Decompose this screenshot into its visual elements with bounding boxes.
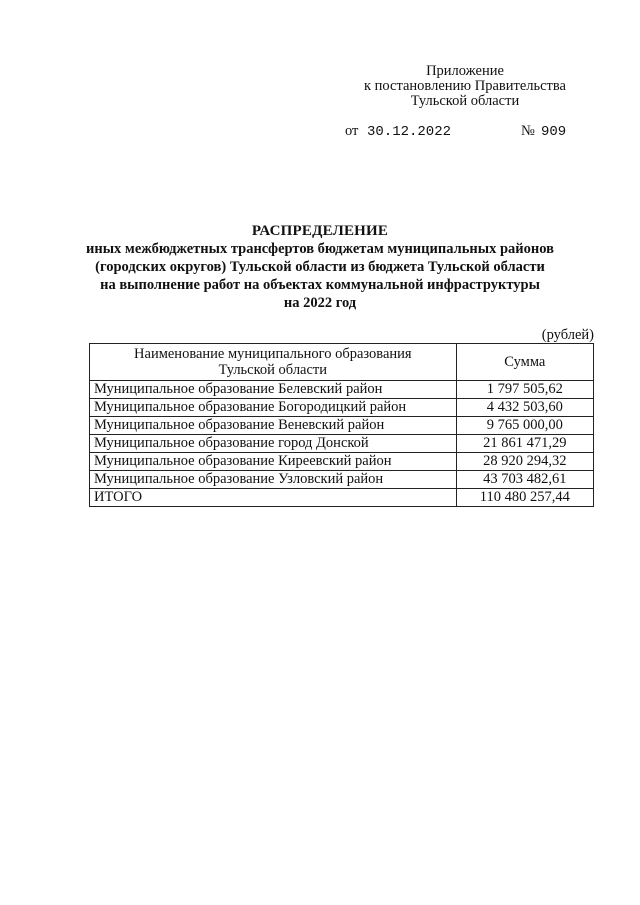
title-main: РАСПРЕДЕЛЕНИЕ — [251, 223, 389, 239]
title-line-3: на выполнение работ на объектах коммунальной инфраструктуры — [100, 277, 540, 293]
units-label: (рублей) — [541, 327, 594, 343]
table-row — [90, 417, 594, 435]
title-line-4: на 2022 год — [283, 295, 357, 311]
decree-number-label: № — [521, 123, 535, 139]
header-name-line-1: Наименование муниципального образования — [134, 346, 412, 362]
row-name: Муниципальное образование Веневский район — [90, 417, 457, 435]
row-name: Муниципальное образование Узловский район — [90, 471, 457, 489]
appendix-header — [340, 64, 590, 109]
decree-date-label: от — [345, 123, 359, 139]
table-row — [90, 399, 594, 417]
distribution-table — [89, 343, 594, 507]
row-name: Муниципальное образование город Донской — [90, 435, 457, 453]
header-name-line-2: Тульской области — [218, 362, 328, 378]
total-sum: 110 480 257,44 — [456, 489, 593, 507]
header-name — [90, 344, 457, 381]
row-name: Муниципальное образование Богородицкий район — [90, 399, 457, 417]
header-sum: Сумма — [456, 344, 593, 381]
table-row — [90, 453, 594, 471]
decree-line — [345, 123, 570, 141]
table-total-row — [90, 489, 594, 507]
decree-date: 30.12.2022 — [367, 124, 452, 140]
appendix-reference: к постановлению Правительства — [364, 78, 566, 94]
table-header-row — [90, 344, 594, 381]
title-line-2: (городских округов) Тульской области из бюджета Тульской области — [95, 259, 545, 275]
row-sum: 4 432 503,60 — [456, 399, 593, 417]
row-sum: 43 703 482,61 — [456, 471, 593, 489]
total-label: ИТОГО — [90, 489, 457, 507]
row-sum: 28 920 294,32 — [456, 453, 593, 471]
document-title — [60, 222, 580, 312]
row-name: Муниципальное образование Киреевский район — [90, 453, 457, 471]
title-line-1: иных межбюджетных трансфертов бюджетам муниципальных районов — [86, 241, 554, 257]
table-row — [90, 435, 594, 453]
appendix-region: Тульской области — [410, 93, 520, 109]
row-sum: 9 765 000,00 — [456, 417, 593, 435]
appendix-label: Приложение — [426, 63, 504, 79]
row-name: Муниципальное образование Белевский район — [90, 381, 457, 399]
table-row — [90, 381, 594, 399]
decree-number: 909 — [541, 124, 567, 140]
table-row — [90, 471, 594, 489]
row-sum: 21 861 471,29 — [456, 435, 593, 453]
row-sum: 1 797 505,62 — [456, 381, 593, 399]
